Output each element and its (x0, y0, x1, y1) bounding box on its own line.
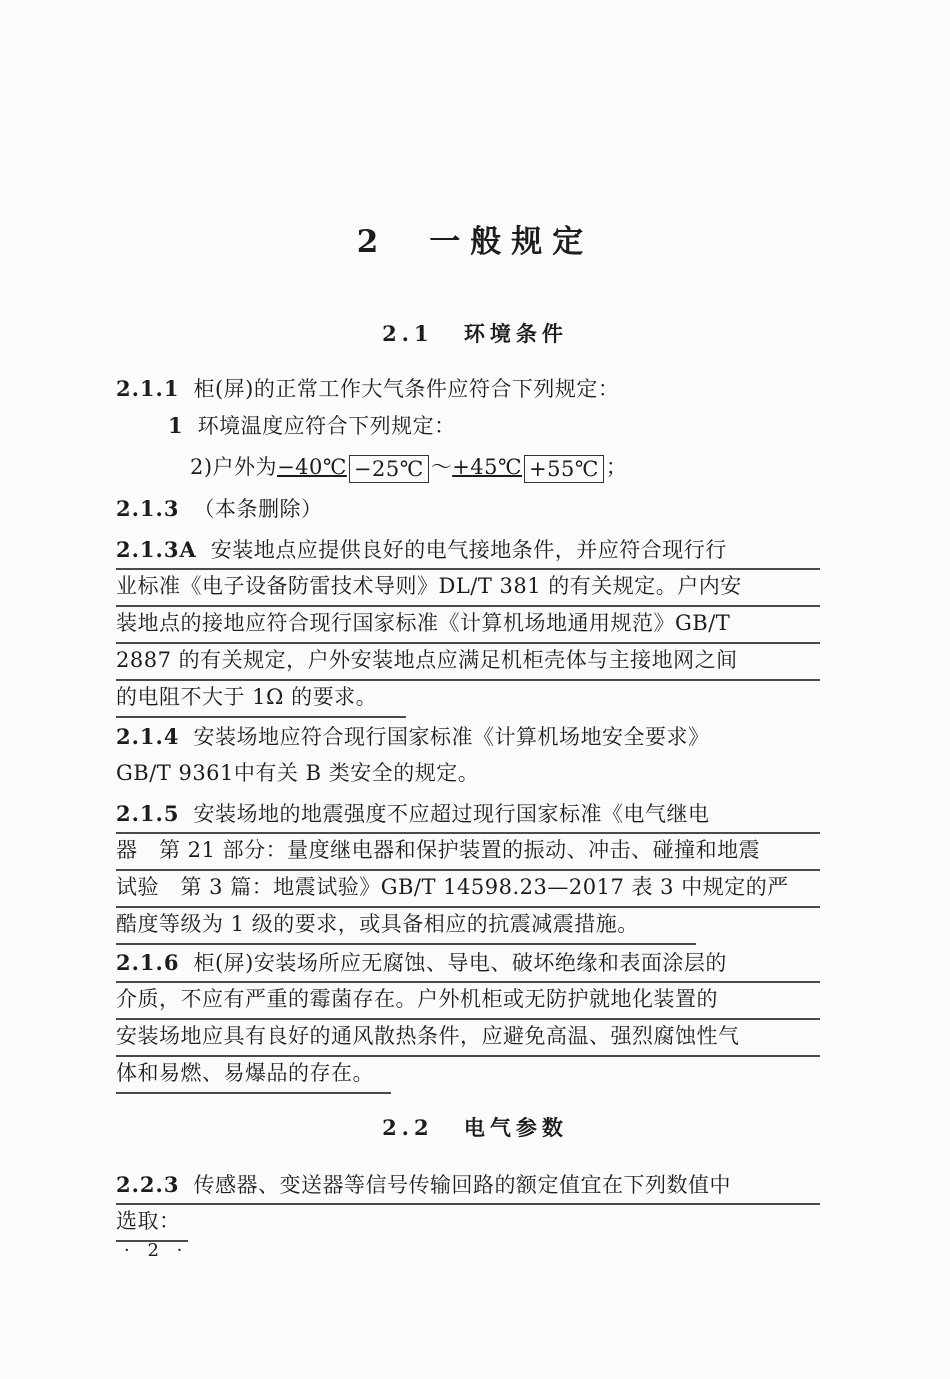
clause-2-1-6-line: 体和易燃、易爆品的存在。 (116, 1055, 391, 1094)
page-number: · 2 · (124, 1240, 189, 1261)
clause-2-1-3a-line: 2887 的有关规定，户外安装地点应满足机柜壳体与主接地网之间 (116, 642, 820, 681)
clause-2-1-1 (116, 370, 820, 407)
clause-2-1-5-line: 酷度等级为 1 级的要求，或具备相应的抗震减震措施。 (116, 906, 696, 945)
section-heading-2-1 (0, 318, 950, 348)
clause-text: 安装场地的地震强度不应超过现行国家标准《电气继电 (193, 802, 710, 826)
clause-2-1-5-line (116, 795, 820, 834)
clause-2-1-3a-line (116, 531, 820, 570)
clause-2-1-6-line: 安装场地应具有良好的通风散热条件，应避免高温、强烈腐蚀性气 (116, 1018, 820, 1057)
section-title: 电气参数 (463, 1115, 568, 1140)
clause-2-2-3-line (116, 1166, 820, 1205)
temp-high-old: +45℃ (452, 455, 522, 479)
clause-text: 安装地点应提供良好的电气接地条件，并应符合现行行 (210, 538, 727, 562)
chapter-title: 2 一般规定 (356, 224, 594, 260)
temp-high-revised: +55℃ (524, 455, 604, 483)
clause-2-1-4 (116, 718, 820, 755)
clause-2-1-4-line: GB/T 9361中有关 B 类安全的规定。 (116, 761, 480, 785)
clause-text: 安装场地应符合现行国家标准《计算机场地安全要求》 (193, 725, 710, 749)
sub-suffix: ； (605, 455, 628, 479)
temp-low-revised: −25℃ (349, 455, 429, 483)
clause-2-1-1-item-1 (168, 407, 872, 444)
section-title: 环境条件 (463, 321, 568, 346)
clause-number: 2.1.6 (116, 950, 180, 975)
clause-number: 2.2.3 (116, 1172, 180, 1197)
clause-text: 传感器、变送器等信号传输回路的额定值宜在下列数值中 (193, 1173, 731, 1197)
clause-2-1-5-line: 试验 第 3 篇：地震试验》GB/T 14598.23—2017 表 3 中规定的严 (116, 869, 820, 908)
section-number: 2.2 (382, 1115, 434, 1140)
clause-2-1-6-line (116, 944, 820, 983)
clause-number: 2.1.4 (116, 724, 180, 749)
clause-text: （本条删除） (193, 497, 323, 521)
clause-text: 柜(屏)的正常工作大气条件应符合下列规定： (193, 377, 620, 401)
clause-number: 2.1.3 (116, 496, 180, 521)
clause-number: 2.1.3A (116, 537, 197, 562)
clause-number: 2.1.1 (116, 376, 180, 401)
clause-2-1-3a-line: 业标准《电子设备防雷技术导则》DL/T 381 的有关规定。户内安 (116, 568, 820, 607)
clause-number: 2.1.5 (116, 801, 180, 826)
clause-2-1-3 (116, 490, 820, 527)
section-number: 2.1 (382, 321, 434, 346)
clause-2-2-3-line: 选取： (116, 1203, 188, 1242)
temp-separator: ～ (430, 455, 453, 479)
temp-low-old: −40℃ (277, 455, 347, 479)
clause-2-1-6-line: 介质，不应有严重的霉菌存在。户外机柜或无防护就地化装置的 (116, 981, 820, 1020)
sub-prefix: 2)户外为 (190, 455, 278, 479)
clause-2-1-5-line: 器 第 21 部分：量度继电器和保护装置的振动、冲击、碰撞和地震 (116, 832, 820, 871)
section-heading-2-2 (0, 1112, 950, 1142)
clause-text: 柜(屏)安装场所应无腐蚀、导电、破坏绝缘和表面涂层的 (193, 951, 727, 975)
item-text: 环境温度应符合下列规定： (197, 414, 456, 438)
item-number: 1 (168, 413, 184, 438)
clause-2-1-3a-line: 装地点的接地应符合现行国家标准《计算机场地通用规范》GB/T (116, 605, 820, 644)
clause-2-1-3a-line: 的电阻不大于 1Ω 的要求。 (116, 679, 406, 718)
clause-2-1-1-item-1-sub-2 (190, 449, 894, 486)
